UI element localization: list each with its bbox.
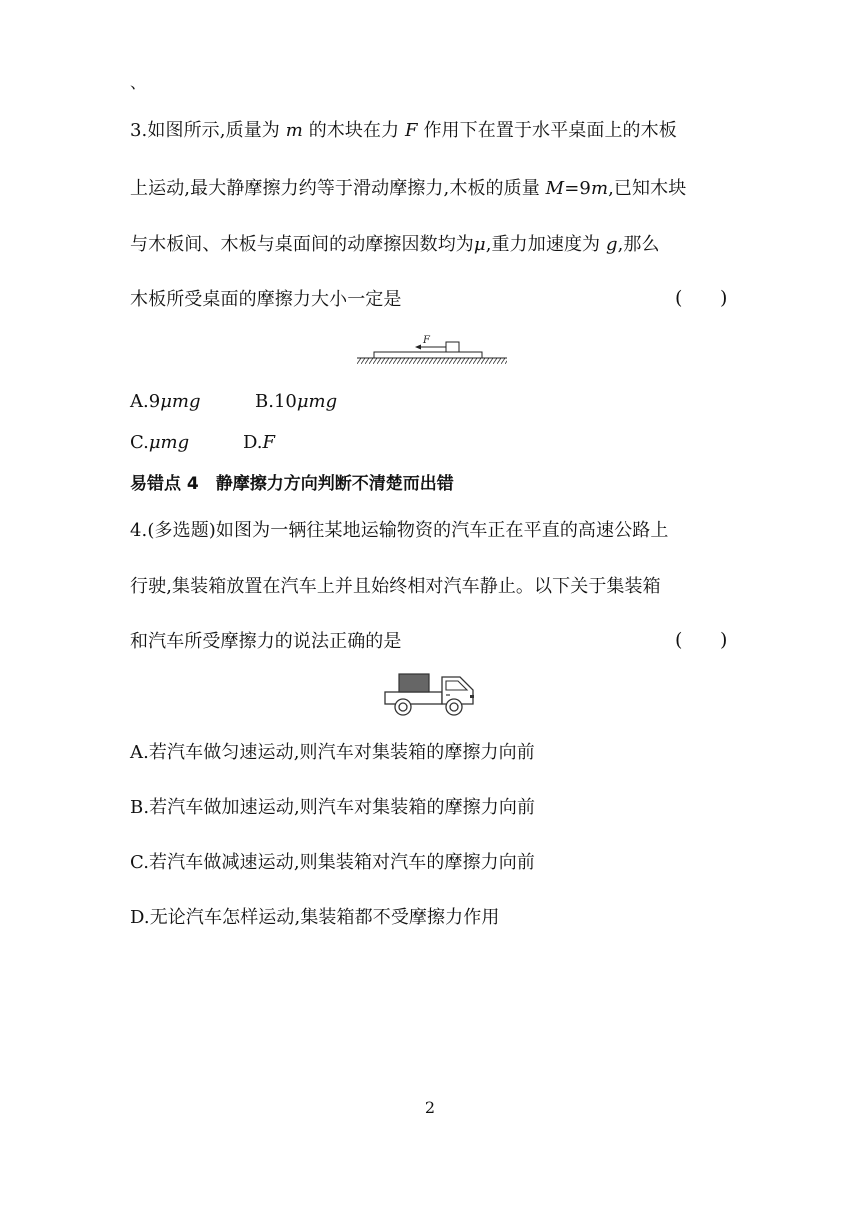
- q4-option-b: B.若汽车做加速运动,则汽车对集装箱的摩擦力向前: [130, 797, 536, 818]
- q3-line-1: 3.如图所示,质量为 m 的木块在力 F 作用下在置于水平桌面上的木板: [130, 120, 677, 141]
- punctuation-mark: 、: [130, 73, 147, 92]
- force-label: F: [423, 335, 430, 346]
- q4-answer-paren-close: ): [720, 629, 728, 651]
- q4-line-2: 行驶,集装箱放置在汽车上并且始终相对汽车静止。以下关于集装箱: [130, 576, 661, 597]
- q3-line-4: 木板所受桌面的摩擦力大小一定是: [130, 289, 402, 310]
- q4-line-3: 和汽车所受摩擦力的说法正确的是: [130, 631, 402, 652]
- q4-option-d: D.无论汽车怎样运动,集装箱都不受摩擦力作用: [130, 907, 500, 928]
- q3-option-b: B.10μmg: [255, 391, 338, 412]
- q3-answer-paren-close: ): [720, 287, 728, 309]
- q4-option-c: C.若汽车做减速运动,则集装箱对汽车的摩擦力向前: [130, 852, 535, 873]
- q4-answer-paren-open: (: [675, 629, 683, 651]
- q4-figure-truck-icon: [384, 671, 476, 719]
- q3-figure-board-block: [357, 334, 507, 366]
- q3-line-3: 与木板间、木板与桌面间的动摩擦因数均为μ,重力加速度为 g,那么: [130, 234, 660, 255]
- q4-line-1: 4.(多选题)如图为一辆往某地运输物资的汽车正在平直的高速公路上: [130, 520, 669, 541]
- q3-option-c: C.μmg: [130, 432, 190, 453]
- q4-option-a: A.若汽车做匀速运动,则汽车对集装箱的摩擦力向前: [130, 742, 535, 763]
- section-heading: 易错点 4 静摩擦力方向判断不清楚而出错: [130, 474, 454, 494]
- q3-line-2: 上运动,最大静摩擦力约等于滑动摩擦力,木板的质量 M=9m,已知木块: [130, 178, 687, 199]
- q3-answer-paren-open: (: [675, 287, 683, 309]
- q3-option-d: D.F: [243, 432, 276, 453]
- page-number: 2: [424, 1098, 436, 1117]
- q3-option-a: A.9μmg: [130, 391, 201, 412]
